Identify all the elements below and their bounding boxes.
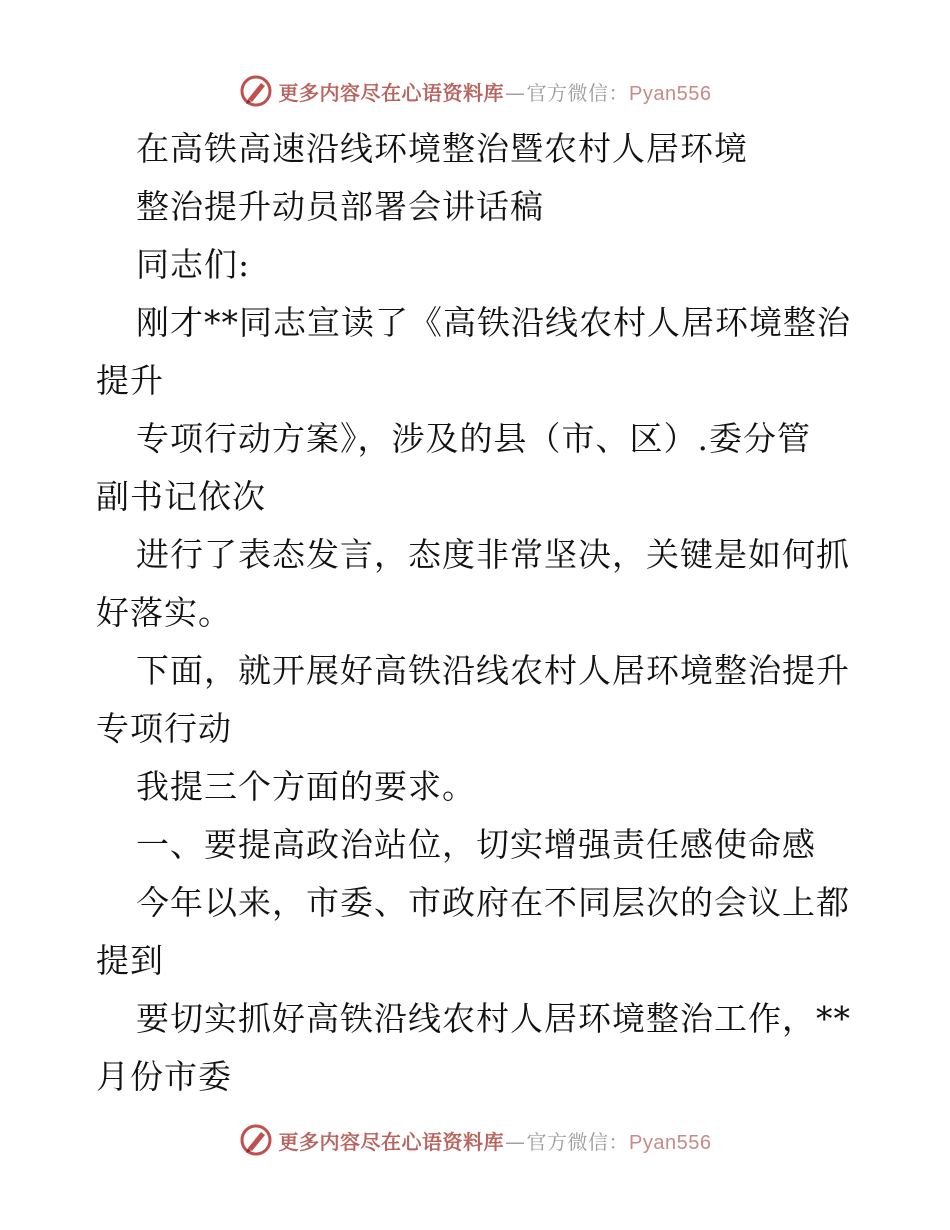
text-line: 副书记依次 [96, 477, 266, 516]
text-line: 今年以来，市委、市政府在不同层次的会议上都 [136, 883, 850, 922]
text-line: 一、要提高政治站位，切实增强责任感使命感 [136, 825, 816, 864]
text-line: 在高铁高速沿线环境整治暨农村人居环境 [136, 129, 748, 168]
text-line: 月份市委 [96, 1057, 232, 1096]
footer-watermark [0, 1120, 950, 1160]
text-line: 同志们: [136, 245, 251, 284]
text-line: 刚才**同志宣读了《高铁沿线农村人居环境整治 [136, 303, 851, 342]
text-line: 整治提升动员部署会讲话稿 [136, 187, 544, 226]
header-watermark [0, 71, 950, 111]
text-line: 提到 [96, 941, 164, 980]
text-line: 专项行动 [96, 709, 232, 748]
text-line: 下面，就开展好高铁沿线农村人居环境整治提升 [136, 651, 850, 690]
text-line: 提升 [96, 361, 164, 400]
text-line: 要切实抓好高铁沿线农村人居环境整治工作，** [136, 999, 851, 1038]
pen-circle-icon [239, 74, 273, 108]
text-line: 进行了表态发言，态度非常坚决，关键是如何抓 [136, 535, 850, 574]
watermark-text: 更多内容尽在心语资料库—官方微信：Pyan556 [278, 1129, 712, 1154]
text-line: 专项行动方案》，涉及的县（市、区）.委分管 [136, 419, 811, 458]
document-body [96, 120, 856, 1106]
pen-circle-icon [239, 1123, 273, 1157]
text-line: 我提三个方面的要求。 [136, 767, 476, 806]
text-line: 好落实。 [96, 593, 232, 632]
watermark-text: 更多内容尽在心语资料库—官方微信：Pyan556 [278, 80, 712, 105]
